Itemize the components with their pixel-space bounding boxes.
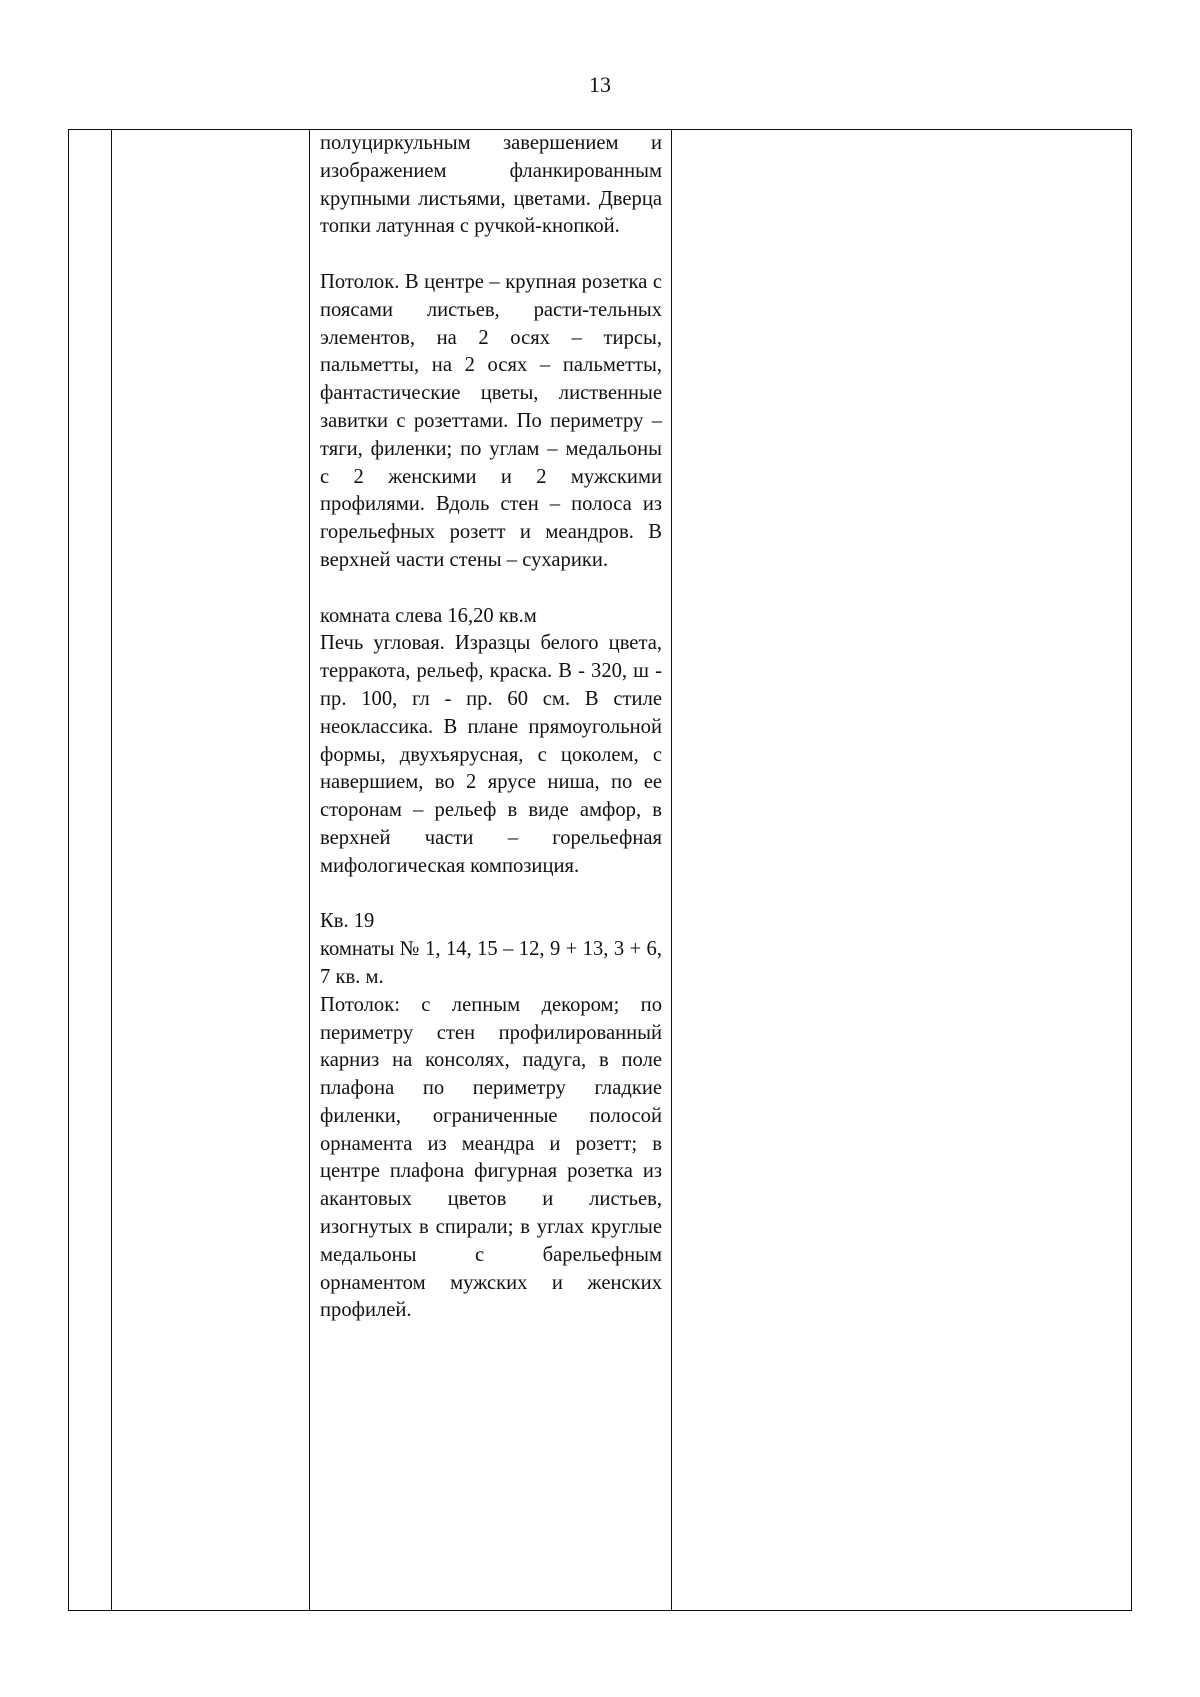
apartment-heading: Кв. 19 (320, 910, 375, 933)
room-heading: комнаты № 1, 14, 15 – 12, 9 + 13, 3 + 6, 7 кв. м. (320, 938, 662, 988)
page-number: 13 (589, 72, 611, 97)
column-divider-3 (671, 130, 672, 1610)
column-divider-2 (309, 130, 310, 1610)
description-cell (320, 130, 662, 1325)
paragraph: Потолок. В центре – крупная розетка с поясами листьев, расти-тельных элементов, на 2 осях – тирсы, пальметты, на 2 осях – пальметты, фантастические цветы, лиственные завитки с розеттами. По периметру – тяги, филенки; по углам – медальоны с 2 женскими и 2 мужскими профилями. Вдоль стен – полоса из горельефных розетт и меандров. В верхней части стены – сухарики. (320, 270, 662, 571)
column-divider-1 (111, 130, 112, 1610)
paragraph: Печь угловая. Изразцы белого цвета, терракота, рельеф, краска. В - 320, ш - пр. 100, гл - пр. 60 см. В стиле неоклассика. В плане прямоугольной формы, двухъярусная, с цоколем, с навершием, во 2 ярусе ниша, по ее сторонам – рельеф в виде амфор, в верхней части – горельефная мифологическая композиция. (320, 632, 662, 877)
paragraph: Потолок: с лепным декором; по периметру стен профилированный карниз на консолях, падуга, в поле плафона по периметру гладкие филенки, ограниченные полосой орнамента из меандра и розетт; в центре плафона фигурная розетка из акантовых цветов и листьев, изогнутых в спирали; в углах круглые медальоны с барельефным орнаментом мужских и женских профилей. (320, 993, 662, 1322)
paragraph: полуциркульным завершением и изображением фланкированным крупными листьями, цветами. Дверца топки латунная с ручкой-кнопкой. (320, 132, 662, 238)
room-heading: комната слева 16,20 кв.м (320, 604, 537, 627)
